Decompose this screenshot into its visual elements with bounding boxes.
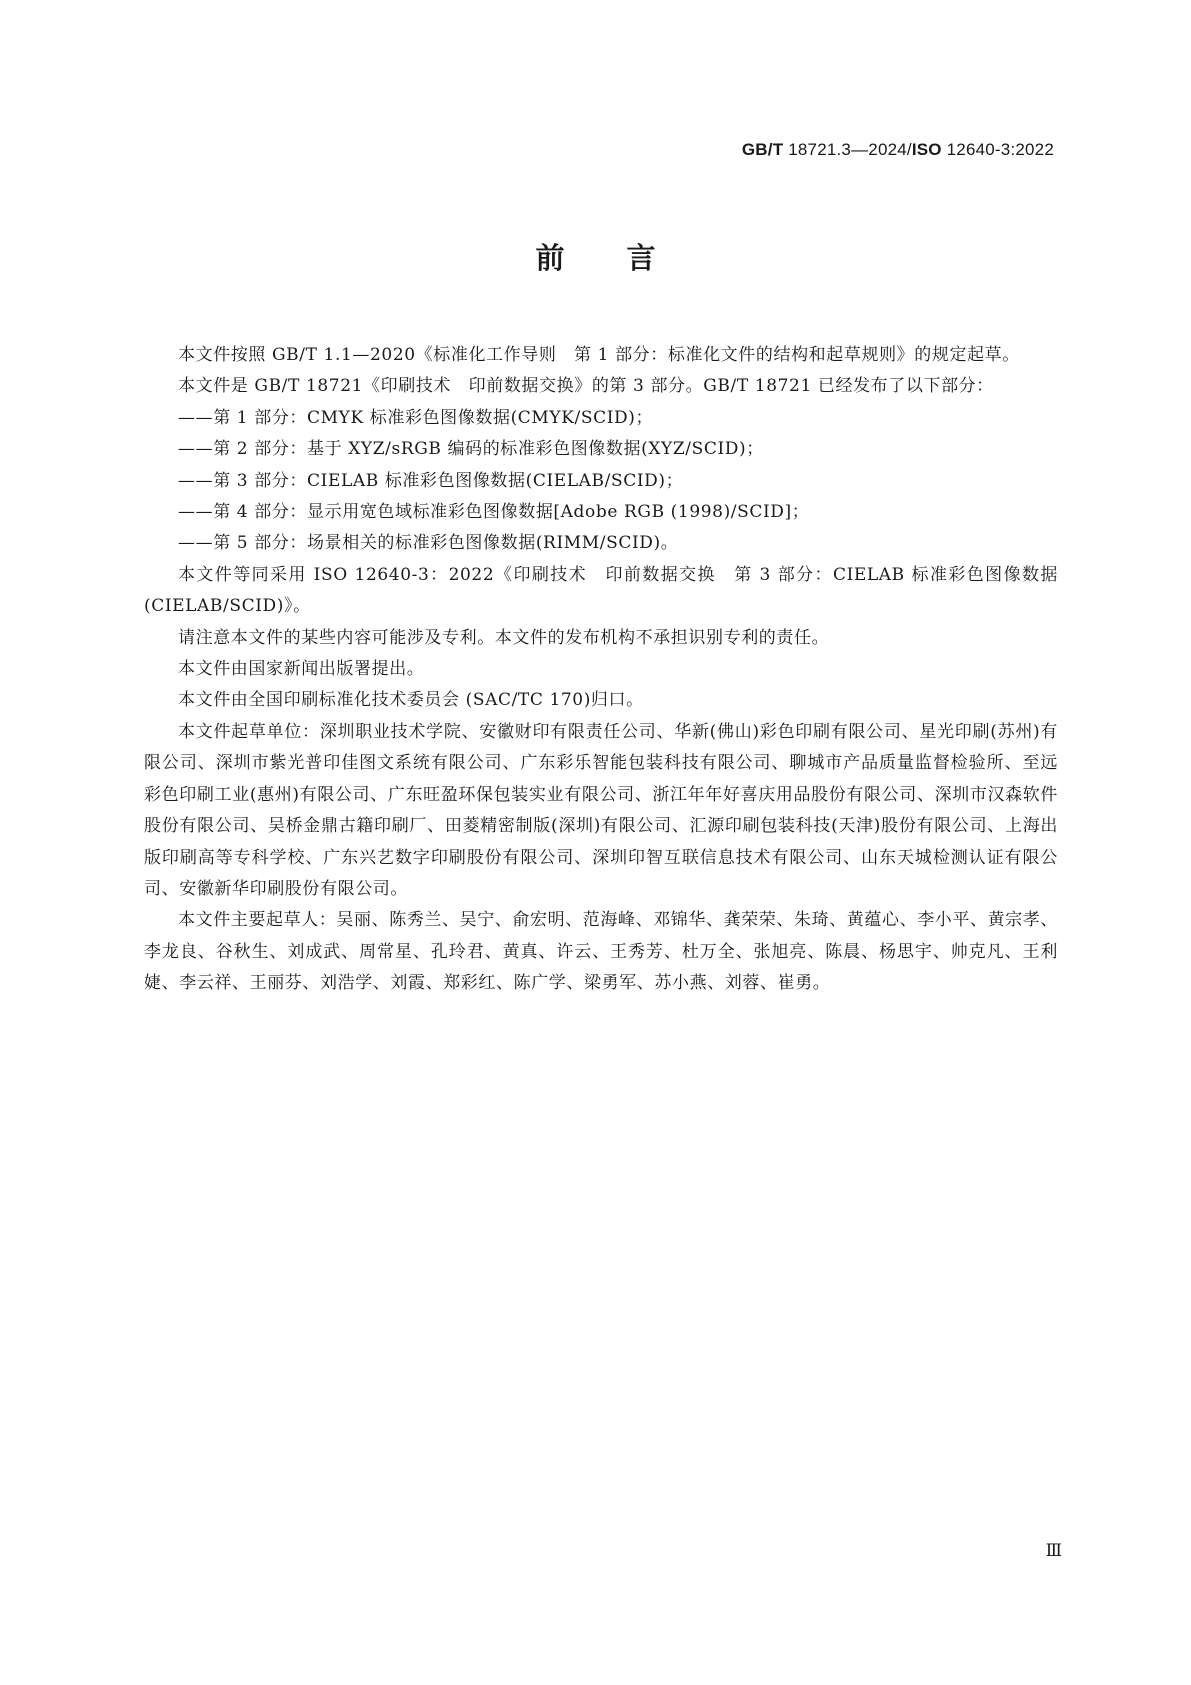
- standard-number: [742, 140, 1054, 160]
- paragraph-iso-adoption: 本文件等同采用 ISO 12640-3：2022《印刷技术 印前数据交换 第 3 部分：CIELAB 标准彩色图像数据(CIELAB/SCID)》。: [144, 564, 1058, 617]
- paragraph-drafting-rules: 本文件按照 GB/T 1.1—2020《标准化工作导则 第 1 部分：标准化文件的结构和起草规则》的规定起草。: [178, 345, 1020, 365]
- paragraph-series-parts: 本文件是 GB/T 18721《印刷技术 印前数据交换》的第 3 部分。GB/T 18721 已经发布了以下部分：: [178, 376, 994, 397]
- list-item-part-1: ——第 1 部分：CMYK 标准彩色图像数据(CMYK/SCID)；: [178, 407, 654, 428]
- paragraph-main-drafters: 本文件主要起草人：吴丽、陈秀兰、吴宁、俞宏明、范海峰、邓锦华、龚荣荣、朱琦、黄蕴心、李小平、黄宗孝、李龙良、谷秋生、刘成武、周常星、孔玲君、黄真、许云、王秀芳、杜万全、张旭亮、陈晨、杨思宇、帅克凡、王利婕、李云祥、王丽芬、刘浩学、刘霞、郑彩红、陈广学、梁勇军、苏小燕、刘蓉、崔勇。: [144, 910, 1058, 994]
- paragraph-patent-notice: 请注意本文件的某些内容可能涉及专利。本文件的发布机构不承担识别专利的责任。: [178, 627, 830, 648]
- paragraph-drafting-organizations: 本文件起草单位：深圳职业技术学院、安徽财印有限责任公司、华新(佛山)彩色印刷有限公司、星光印刷(苏州)有限公司、深圳市紫光普印佳图文系统有限公司、广东彩乐智能包装科技有限公司、聊城市产品质量监督检验所、至远彩色印刷工业(惠州)有限公司、广东旺盈环保包装实业有限公司、浙江年年好喜庆用品股份有限公司、深圳市汉森软件股份有限公司、吴桥金鼎古籍印刷厂、田菱精密制版(深圳)有限公司、汇源印刷包装科技(天津)股份有限公司、上海出版印刷高等专科学校、广东兴艺数字印刷股份有限公司、深圳印智互联信息技术有限公司、山东天城检测认证有限公司、安徽新华印刷股份有限公司。: [144, 721, 1058, 899]
- page-title: 前言: [535, 241, 718, 275]
- standard-prefix: GB/T: [741, 140, 784, 159]
- page-number: Ⅲ: [1045, 1541, 1062, 1561]
- list-item-part-3: ——第 3 部分：CIELAB 标准彩色图像数据(CIELAB/SCID)；: [178, 470, 684, 491]
- iso-number: 12640-3:2022: [946, 140, 1054, 159]
- paragraph-administered-by: 本文件由全国印刷标准化技术委员会 (SAC/TC 170)归口。: [178, 690, 644, 711]
- standard-number-mid: 18721.3—2024/: [788, 140, 912, 159]
- list-item-part-4: ——第 4 部分：显示用宽色域标准彩色图像数据[Adobe RGB (1998)/SCID]；: [178, 502, 810, 523]
- foreword-body: [144, 340, 1058, 1000]
- list-item-part-5: ——第 5 部分：场景相关的标准彩色图像数据(RIMM/SCID)。: [178, 533, 679, 554]
- list-item-part-2: ——第 2 部分：基于 XYZ/sRGB 编码的标准彩色图像数据(XYZ/SCID)；: [178, 439, 764, 460]
- paragraph-proposed-by: 本文件由国家新闻出版署提出。: [178, 659, 425, 680]
- iso-prefix: ISO: [911, 140, 942, 159]
